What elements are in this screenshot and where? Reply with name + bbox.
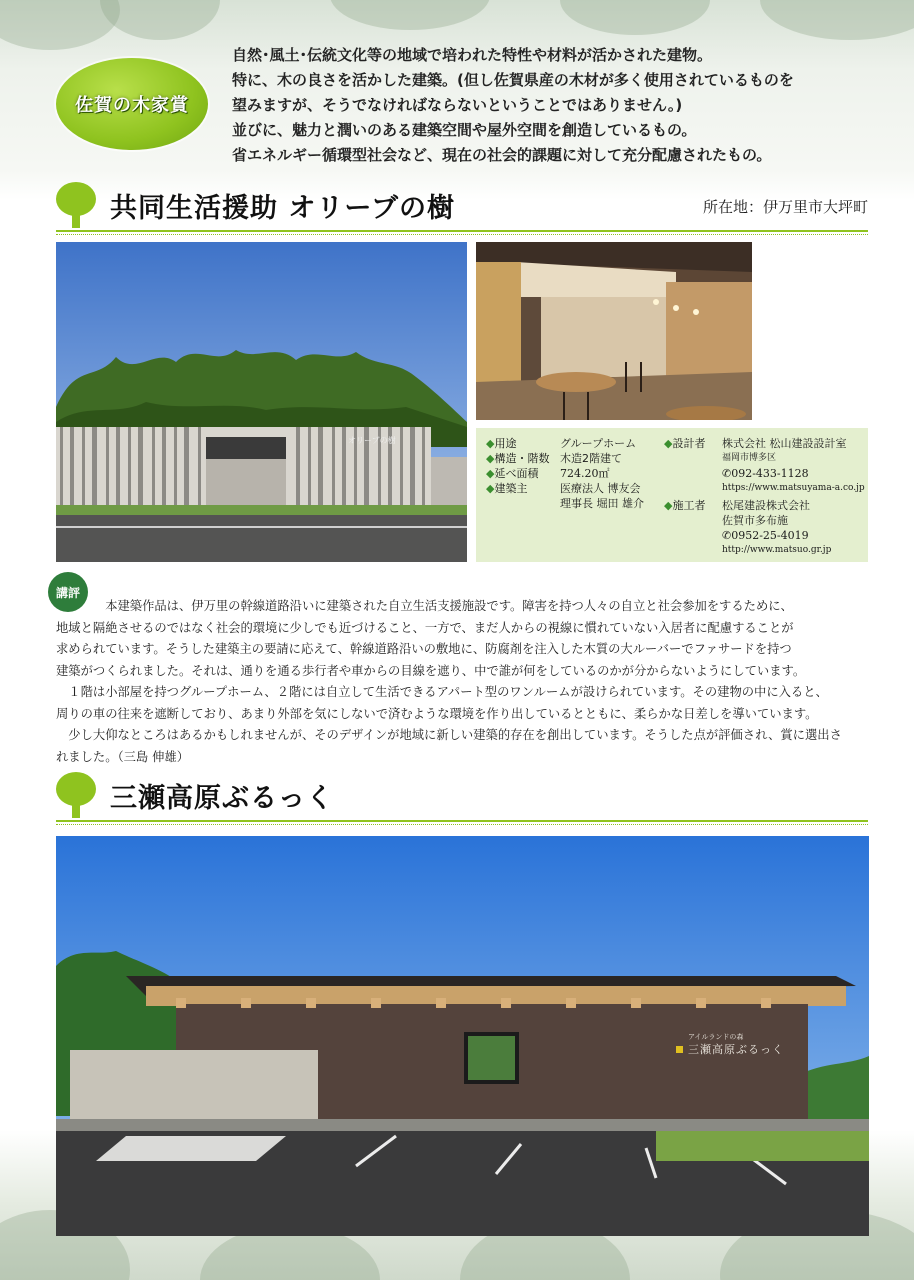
award-badge-label: 佐賀の木家賞 [75, 95, 189, 116]
criteria-line: 並びに、魅力と潤いのある建築空間や屋外空間を創造しているもの。 [232, 121, 697, 139]
spec-value: 医療法人 博友会 [560, 482, 641, 495]
designer-name: 株式会社 松山建設設計室 [722, 437, 847, 450]
critique-line: 少し大仰なところはあるかもしれませんが、そのデザインが地域に新しい建築的存在を創出しています。そうした点が評価され、賞に選出さ [56, 728, 842, 742]
project1-title: 共同生活援助 オリーブの樹 [110, 193, 456, 224]
award-criteria [232, 43, 892, 168]
project2-exterior-photo [56, 836, 869, 1236]
project-specs [486, 436, 644, 511]
critique-line: 建築がつくられました。それは、通りを通る歩行者や車からの目線を遮り、中で誰が何をしているのかが分からないようにしています。 [56, 663, 806, 678]
critique-text [56, 596, 872, 768]
building-sign-small: アイルランドの森 [688, 1033, 744, 1041]
project1-exterior-photo [56, 242, 467, 562]
spec-label: ◆ 建築主 [486, 481, 560, 496]
critique-line: 求められています。そうした建築主の要請に応えて、幹線道路沿いの敷地に、防腐剤を注入した木質の大ルーバーでファサードを持つ [56, 642, 792, 656]
criteria-line: 特に、木の良さを活かした建築。(但し佐賀県産の木材が多く使用されているものを [232, 71, 794, 89]
project2-header [56, 772, 868, 828]
award-badge [56, 58, 208, 150]
tree-icon [56, 772, 96, 818]
builder-url[interactable]: http://www.matsuo.gr.jp [722, 545, 832, 555]
builder-info [664, 498, 831, 558]
designer-info [664, 436, 865, 496]
spec-label: ◆ 用途 [486, 436, 560, 451]
project1-header [56, 182, 868, 238]
builder-phone: 0952-25-4019 [731, 529, 809, 542]
builder-address: 佐賀市多布施 [722, 514, 788, 527]
spec-value: 木造2階建て [560, 452, 622, 465]
critique-line: 地域と隔絶させるのではなく社会的環境に少しでも近づけること、一方で、まだ人からの視線に慣れていない入居者に配慮することが [56, 620, 794, 635]
criteria-line: 自然･風土･伝統文化等の地域で培われた特性や材料が活かされた建物。 [232, 46, 713, 64]
spec-label: ◆ 構造・階数 [486, 451, 560, 466]
critique-line: 本建築作品は、伊万里の幹線道路沿いに建築された自立生活支援施設です。障害を持つ人々の自立と社会参加をするために、 [56, 599, 793, 613]
owner-representative: 理事長 堀田 雄介 [560, 497, 644, 510]
designer-url[interactable]: https://www.matsuyama-a.co.jp [722, 483, 865, 493]
spec-value: グループホーム [560, 437, 637, 450]
builder-label: ◆ 施工者 [664, 498, 722, 513]
facade-sign: オリーブの樹 [348, 436, 396, 445]
critique-tag: 講評 [48, 572, 88, 612]
criteria-line: 望みますが、そうでなければならないということではありません。) [232, 96, 683, 114]
builder-name: 松尾建設株式会社 [722, 499, 810, 512]
spec-label: ◆ 延べ面積 [486, 466, 560, 481]
phone-icon: ✆ [722, 529, 732, 542]
project1-info-box [476, 428, 868, 562]
critique-line: れました。（三島 伸雄） [56, 749, 190, 764]
spec-value: 724.20㎡ [560, 467, 610, 480]
building-sign: 三瀬高原ぶるっく [688, 1043, 784, 1056]
designer-address: 福岡市博多区 [722, 453, 777, 463]
project1-interior-photo [476, 242, 752, 420]
criteria-line: 省エネルギー循環型社会など、現在の社会的課題に対して充分配慮されたもの。 [232, 146, 772, 164]
designer-label: ◆ 設計者 [664, 436, 722, 451]
critique-line: １階は小部屋を持つグループホーム、２階には自立して生活できるアパート型のワンルームが設けられています。その建物の中に入ると、 [56, 685, 828, 699]
project1-location: 所在地：伊万里市大坪町 [702, 198, 868, 216]
tree-icon [56, 182, 96, 228]
designer-phone: 092-433-1128 [731, 467, 809, 480]
phone-icon: ✆ [722, 467, 732, 480]
critique-line: 周りの車の往来を遮断しており、あまり外部を気にしないで済むような環境を作り出しているとともに、柔らかな日差しを導いています。 [56, 706, 818, 721]
project2-title: 三瀬高原ぶるっく [110, 783, 334, 814]
